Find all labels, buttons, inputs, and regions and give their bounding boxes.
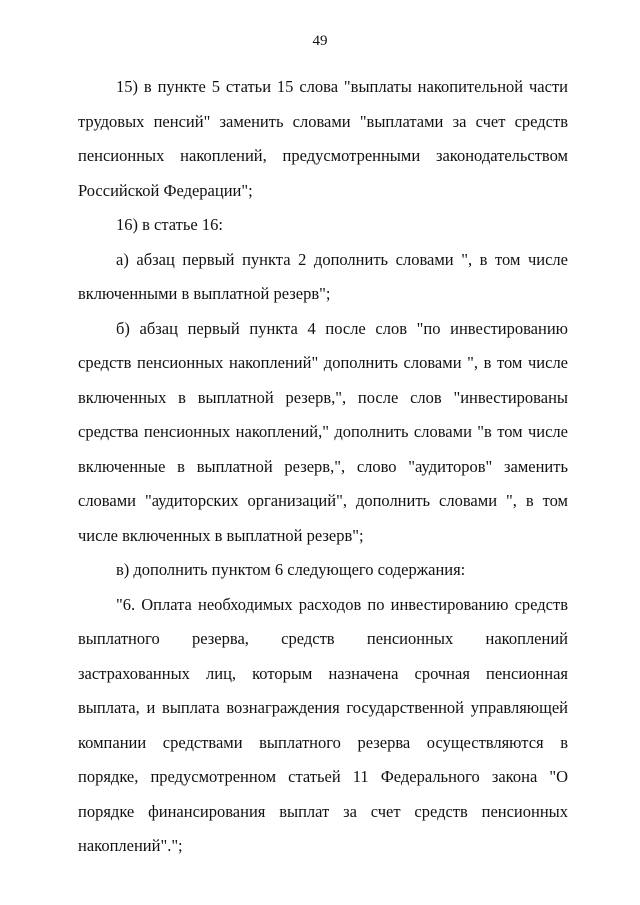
document-body [78,70,568,864]
paragraph-subitem-a: а) абзац первый пункта 2 дополнить словами ", в том числе включенными в выплатной резерв"; [78,249,568,303]
paragraph-subitem-b: б) абзац первый пункта 4 после слов "по инвестированию средств пенсионных накоплений" дополнить словами ", в том числе включенных в выплатной резерв,", после слов "инвестированы средства пенсионных накоплений," дополнить словами "в том числе включенные в выплатной резерв,", слово "аудиторов" заменить словами "аудиторских организаций", дополнить словами ", в том числе включенных в выплатной резерв"; [78,318,568,545]
paragraph-item-15: 15) в пункте 5 статьи 15 слова "выплаты накопительной части трудовых пенсий" заменить словами "выплатами за счет средств пенсионных накоплений, предусмотренными законодательством Российской Федерации"; [78,77,568,200]
page-number: 49 [312,33,328,49]
paragraph-subitem-v: в) дополнить пунктом 6 следующего содержания: [116,560,466,579]
paragraph-item-16: 16) в статье 16: [116,215,223,234]
paragraph-new-point-6: "6. Оплата необходимых расходов по инвестированию средств выплатного резерва, средств пенсионных накоплений застрахованных лиц, которым назначена срочная пенсионная выплата, и выплата вознаграждения государственной управляющей компании средствами выплатного резерва осуществляются в порядке, предусмотренном статьей 11 Федерального закона "О порядке финансирования выплат за счет средств пенсионных накоплений"."; [78,594,568,855]
